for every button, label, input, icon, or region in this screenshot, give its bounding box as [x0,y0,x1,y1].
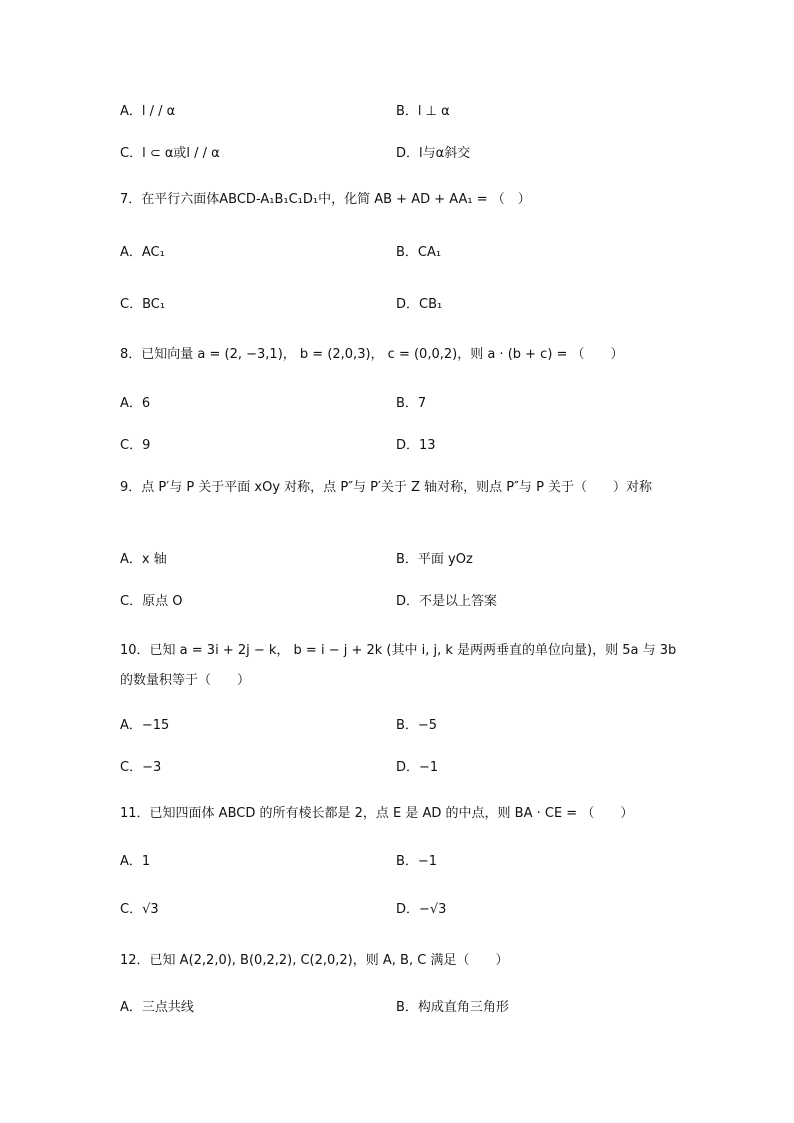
q7-option-b: B．CA₁ [396,245,442,260]
q7-option-a: A．AC₁ [120,245,165,260]
q11-stem: 11．已知四面体 ABCD 的所有棱长都是 2，点 E 是 AD 的中点，则 BA · CE = （ ） [120,806,634,821]
q9-stem: 9．点 P′与 P 关于平面 xOy 对称，点 P″与 P′关于 Z 轴对称，则点 P″与 P 关于（ ）对称 [120,480,653,495]
q9-option-a: A．x 轴 [120,552,167,567]
q6-option-b: B．l ⊥ α [396,104,450,119]
q9-option-b: B．平面 yOz [396,552,473,567]
q11-option-b: B．−1 [396,854,438,869]
q11-option-a: A．1 [120,854,151,869]
q10-option-b: B．−5 [396,718,438,733]
q6-option-d: D．l与α斜交 [396,146,471,161]
q9-option-c: C．原点 O [120,594,183,609]
q10-stem: 10．已知 a = 3i + 2j − k， b = i − j + 2k (其中 i, j, k 是两两垂直的单位向量)，则 5a 与 3b 的数量积等于（ ） [120,643,677,688]
q10-option-a: A．−15 [120,718,170,733]
q7-option-d: D．CB₁ [396,297,443,312]
q7-stem: 7．在平行六面体ABCD-A₁B₁C₁D₁中，化简 AB + AD + AA₁ = （ ） [120,192,531,207]
q8-stem: 8．已知向量 a = (2, −3,1)， b = (2,0,3)， c = (0,0,2)，则 a · (b + c) = （ ） [120,347,624,362]
q8-option-d: D．13 [396,438,436,453]
q12-stem: 12．已知 A(2,2,0), B(0,2,2), C(2,0,2)，则 A, B, C 满足（ ） [120,953,509,968]
q8-option-a: A．6 [120,396,151,411]
q7-option-c: C．BC₁ [120,297,166,312]
q11-option-d: D．−√3 [396,902,447,917]
q6-option-c: C．l ⊂ α或l / / α [120,146,220,161]
q6-option-a: A．l / / α [120,104,176,119]
q9-option-d: D．不是以上答案 [396,594,498,609]
q8-option-b: B．7 [396,396,427,411]
q11-option-c: C．√3 [120,902,159,917]
q8-option-c: C．9 [120,438,151,453]
q12-option-a: A．三点共线 [120,1000,194,1015]
q12-option-b: B．构成直角三角形 [396,1000,509,1015]
q10-option-c: C．−3 [120,760,162,775]
q10-option-d: D．−1 [396,760,439,775]
